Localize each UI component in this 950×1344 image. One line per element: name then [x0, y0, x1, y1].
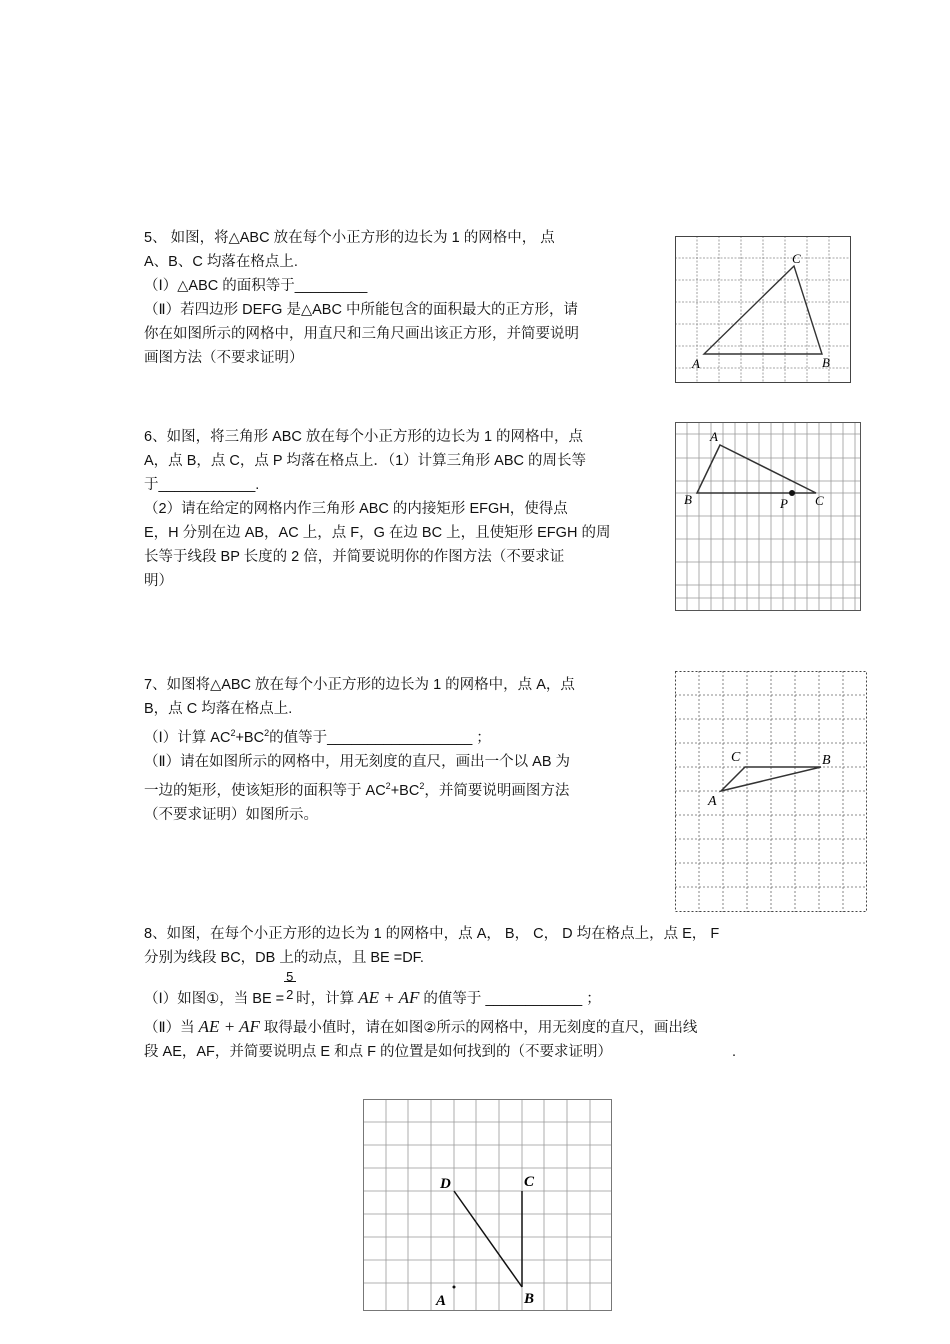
- q8-line-5: 段 AE，AF，并简要说明点 E 和点 F 的位置是如何找到的（不要求证明） .: [144, 1044, 737, 1061]
- q7-line-4: （Ⅱ）请在如图所示的网格中，用无刻度的直尺，画出一个以 AB 为: [144, 753, 571, 770]
- q5-label-a: A: [692, 356, 700, 371]
- q6-point-p: [789, 490, 795, 496]
- q8-line-4: （Ⅱ）当 AE + AF 取得最小值时，请在如图②所示的网格中，用无刻度的直尺，画出线: [144, 1017, 698, 1037]
- q8-segment-db: [454, 1191, 522, 1287]
- q8-label-c: C: [524, 1174, 535, 1190]
- q8-label-d: D: [440, 1176, 451, 1192]
- q8-label-a: A: [436, 1293, 447, 1309]
- q6-line-1: 6、如图，将三角形 ABC 放在每个小正方形的边长为 1 的网格中，点: [144, 429, 584, 445]
- q8-label-b: B: [524, 1291, 535, 1307]
- q5-line-2: A、B、C 均落在格点上.: [144, 254, 298, 270]
- q8-line-1: 8、如图，在每个小正方形的边长为 1 的网格中，点 A， B， C， D 均在格点上，点 E， F: [144, 926, 720, 942]
- q7-line-6: （不要求证明）如图所示。: [144, 806, 318, 823]
- q7-label-c: C: [731, 750, 741, 765]
- q5-grid-figure: [675, 236, 852, 384]
- q6-line-7: 明）: [144, 573, 173, 589]
- q6-label-b: B: [684, 492, 692, 507]
- q6-triangle: [697, 445, 816, 493]
- q8-point-a: [453, 1286, 456, 1289]
- q6-label-p: P: [780, 496, 788, 511]
- q6-line-4: （2）请在给定的网格内作三角形 ABC 的内接矩形 EFGH，使得点: [144, 501, 568, 517]
- question-8: [144, 922, 736, 1064]
- q7-line-3: （Ⅰ）计算 $AC^2+BC^2$的值等于__________________ ；: [144, 728, 491, 746]
- q8-line-2: 分别为线段 BC，DB 上的动点，且 BE =DF.: [144, 950, 424, 966]
- q6-line-2: A，点 B，点 C，点 P 均落在格点上．（1）计算三角形 ABC 的周长等: [144, 453, 587, 469]
- q8-expr-1: AE + AF: [358, 988, 420, 1007]
- q5-label-b: B: [822, 355, 830, 370]
- q5-line-6: 画图方法（不要求证明）: [144, 350, 304, 366]
- q7-line-1: 7、如图将△ABC 放在每个小正方形的边长为 1 的网格中，点 A，点: [144, 677, 575, 693]
- q6-label-c: C: [815, 493, 824, 508]
- q6-grid-figure: [675, 422, 862, 612]
- q8-grid-figure: [363, 1099, 613, 1312]
- q8-line-3: （Ⅰ）如图①，当 BE = $\frac{5}{2}$ 时，计算 AE + AF 的值等于 ____________ ；: [144, 986, 736, 1011]
- q6-line-6: 长等于线段 BP 长度的 2 倍，并简要说明你的作图方法（不要求证: [144, 549, 565, 565]
- q7-grid-figure: [675, 671, 868, 913]
- q7-line-5: 一边的矩形，使该矩形的面积等于 $AC^2+BC^2$，并简要说明画图方法: [144, 780, 570, 799]
- q8-expr-2: AE + AF: [198, 1017, 260, 1037]
- q6-label-a: A: [710, 429, 718, 444]
- question-5: [144, 226, 579, 370]
- q5-line-5: 你在如图所示的网格中，用直尺和三角尺画出该正方形，并简要说明: [144, 326, 579, 342]
- q5-line-4: （Ⅱ）若四边形 DEFG 是△ABC 中所能包含的面积最大的正方形，请: [144, 302, 578, 318]
- q7-label-b: B: [822, 753, 831, 768]
- q7-line-2: B，点 C 均落在格点上.: [144, 701, 293, 717]
- q6-line-3: 于____________.: [144, 477, 260, 493]
- q6-line-5: E，H 分别在边 AB，AC 上，点 F，G 在边 BC 上，且使矩形 EFGH 的周: [144, 525, 611, 541]
- q5-line-3: （Ⅰ）△ABC 的面积等于_________: [144, 278, 368, 294]
- question-6: [144, 425, 610, 593]
- q7-label-a: A: [708, 794, 717, 809]
- q5-line-1: 5、 如图，将△ABC 放在每个小正方形的边长为 1 的网格中， 点: [144, 230, 555, 246]
- q8-fraction: $\frac{5}{2}$: [284, 987, 296, 1011]
- question-7: [144, 673, 575, 827]
- q5-label-c: C: [792, 251, 801, 266]
